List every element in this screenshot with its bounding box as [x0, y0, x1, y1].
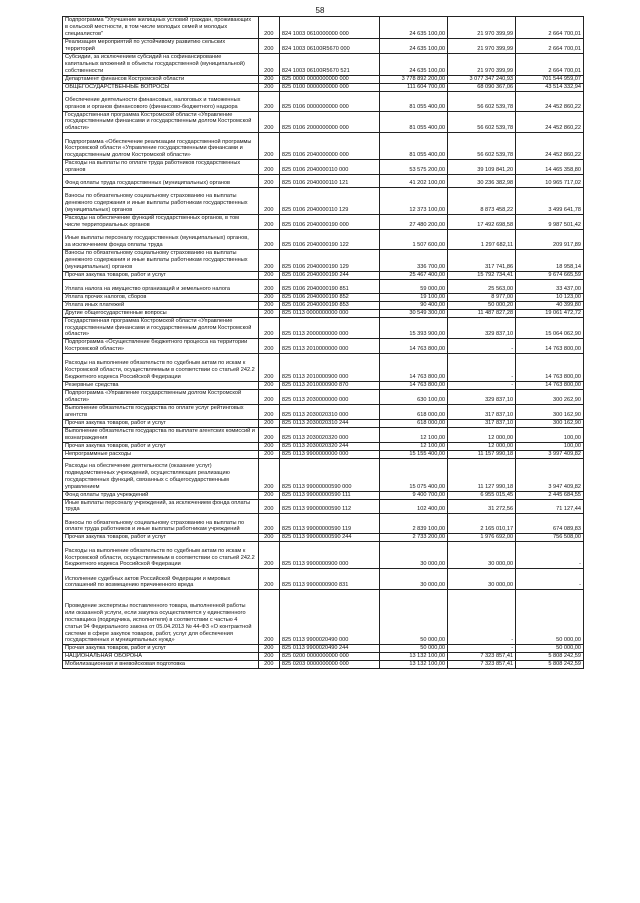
row-classification-code: 825 0113 9900020490 244 [279, 645, 379, 653]
row-approved-amount: 81 055 400,00 [380, 111, 448, 133]
row-remaining-amount: 2 664 700,01 [516, 53, 584, 75]
row-executed-amount: 68 090 367,06 [448, 83, 516, 91]
table-row [63, 39, 584, 54]
row-remaining-amount: 14 763 800,00 [516, 339, 584, 354]
row-executed-amount: 56 602 539,78 [448, 133, 516, 160]
table-row [63, 390, 584, 405]
row-approved-amount: 3 778 892 200,00 [380, 75, 448, 83]
row-remaining-amount: 5 808 242,59 [516, 653, 584, 661]
row-remaining-amount: 2 664 700,01 [516, 17, 584, 39]
row-line-code: 200 [258, 75, 279, 83]
row-classification-code: 825 0113 99000000590 111 [279, 491, 379, 499]
row-executed-amount: 317 741,86 [448, 249, 516, 271]
table-row [63, 111, 584, 133]
row-classification-code: 825 0106 0000000000 000 [279, 91, 379, 111]
row-name: Подпрограмма «Управление государственным долгом Костромской области» [63, 390, 259, 405]
row-remaining-amount: 9 674 665,59 [516, 271, 584, 279]
row-approved-amount: 24 635 100,00 [380, 17, 448, 39]
row-approved-amount: 15 155 400,00 [380, 450, 448, 458]
row-executed-amount: 329 837,10 [448, 317, 516, 339]
row-remaining-amount: 14 465 358,80 [516, 160, 584, 175]
row-approved-amount: 2 733 200,00 [380, 534, 448, 542]
row-approved-amount: 12 373 100,00 [380, 188, 448, 215]
table-row [63, 53, 584, 75]
row-remaining-amount: 300 162,90 [516, 404, 584, 419]
table-row [63, 133, 584, 160]
row-line-code: 200 [258, 53, 279, 75]
row-name: Взносы по обязательному социальному страхованию на выплаты денежного содержания и иные выплаты работникам государственных (муниципальных) органов [63, 188, 259, 215]
table-row [63, 542, 584, 569]
row-classification-code: 825 0113 99000000590 000 [279, 458, 379, 491]
table-row [63, 317, 584, 339]
row-remaining-amount: 701 544 959,07 [516, 75, 584, 83]
row-line-code: 200 [258, 133, 279, 160]
row-remaining-amount: 3 947 409,82 [516, 458, 584, 491]
row-executed-amount: 1 976 692,00 [448, 534, 516, 542]
row-name: Прочая закупка товаров, работ и услуг [63, 534, 259, 542]
row-name: Взносы по обязательному социальному страхованию на выплаты по оплате труда работников и иные выплаты работникам учреждений [63, 514, 259, 534]
row-line-code: 200 [258, 354, 279, 382]
row-executed-amount: - [448, 590, 516, 645]
row-line-code: 200 [258, 661, 279, 669]
row-executed-amount: 6 955 015,45 [448, 491, 516, 499]
row-name: Департамент финансов Костромской области [63, 75, 259, 83]
row-executed-amount: - [448, 354, 516, 382]
row-name: Прочая закупка товаров, работ и услуг [63, 419, 259, 427]
row-remaining-amount: 300 262,90 [516, 390, 584, 405]
row-approved-amount: 25 467 400,00 [380, 271, 448, 279]
table-row [63, 83, 584, 91]
row-classification-code: 825 0113 2010000900 870 [279, 382, 379, 390]
row-remaining-amount: 2 445 684,55 [516, 491, 584, 499]
table-row [63, 534, 584, 542]
row-approved-amount: 90 400,00 [380, 301, 448, 309]
row-line-code: 200 [258, 458, 279, 491]
row-executed-amount: 30 000,00 [448, 542, 516, 569]
table-row [63, 569, 584, 590]
row-approved-amount: 618 000,00 [380, 419, 448, 427]
row-line-code: 200 [258, 499, 279, 514]
page-number: 58 [315, 6, 325, 15]
row-approved-amount: 1 507 600,00 [380, 229, 448, 249]
row-executed-amount: 30 236 382,98 [448, 175, 516, 188]
row-classification-code: 825 0106 2000000000 000 [279, 111, 379, 133]
row-name: Уплата иных платежей [63, 301, 259, 309]
table-row [63, 514, 584, 534]
row-remaining-amount: 40 399,80 [516, 301, 584, 309]
row-line-code: 200 [258, 419, 279, 427]
row-classification-code: 825 0113 2030020310 000 [279, 404, 379, 419]
table-row [63, 427, 584, 442]
row-classification-code: 825 0113 2010000000 000 [279, 339, 379, 354]
row-classification-code: 825 0106 2040000110 000 [279, 160, 379, 175]
row-name: Подпрограмма «Обеспечение реализации государственной программы Костромской области «Управление государственными финансами и государственным долгом Костромской области» [63, 133, 259, 160]
row-classification-code: 825 0106 2040000000 000 [279, 133, 379, 160]
row-line-code: 200 [258, 653, 279, 661]
row-executed-amount: 39 109 841,20 [448, 160, 516, 175]
row-classification-code: 825 0106 2040000110 121 [279, 175, 379, 188]
row-name: Прочая закупка товаров, работ и услуг [63, 271, 259, 279]
row-remaining-amount: 10 123,00 [516, 293, 584, 301]
row-classification-code: 825 0100 0000000000 000 [279, 83, 379, 91]
row-classification-code: 825 0113 2000000000 000 [279, 317, 379, 339]
table-row [63, 354, 584, 382]
row-remaining-amount: 43 514 332,94 [516, 83, 584, 91]
row-executed-amount: 3 077 347 240,93 [448, 75, 516, 83]
row-approved-amount: 102 400,00 [380, 499, 448, 514]
row-name: Подпрограмма «Осуществление бюджетного процесса на территории Костромской области» [63, 339, 259, 354]
row-remaining-amount: 2 664 700,01 [516, 39, 584, 54]
table-row [63, 301, 584, 309]
budget-table-body [63, 17, 584, 669]
table-row [63, 160, 584, 175]
row-remaining-amount: 5 808 242,59 [516, 661, 584, 669]
row-name: Уплата налога на имущество организаций и земельного налога [63, 279, 259, 293]
row-approved-amount: 81 055 400,00 [380, 91, 448, 111]
row-executed-amount: 317 837,10 [448, 419, 516, 427]
row-line-code: 200 [258, 293, 279, 301]
row-classification-code: 825 0113 0000000000 000 [279, 309, 379, 317]
row-remaining-amount: 24 452 860,22 [516, 91, 584, 111]
row-classification-code: 825 0203 0000000000 000 [279, 661, 379, 669]
row-classification-code: 825 0113 2030020310 244 [279, 419, 379, 427]
row-executed-amount: 2 165 010,17 [448, 514, 516, 534]
row-name: Расходы на выполнение обязательств по судебным актам по искам к Костромской области, осуществляемым в соответствии со статьей 242.2 Бюджетного кодекса Российской Федерации [63, 354, 259, 382]
row-remaining-amount: 9 987 501,42 [516, 215, 584, 230]
row-name: ОБЩЕГОСУДАРСТВЕННЫЕ ВОПРОСЫ [63, 83, 259, 91]
row-executed-amount: 15 792 734,41 [448, 271, 516, 279]
row-classification-code: 825 0113 2010000900 000 [279, 354, 379, 382]
row-approved-amount: 50 000,00 [380, 645, 448, 653]
row-name: Расходы на обеспечение функций государственных органов, в том числе территориальных органов [63, 215, 259, 230]
row-classification-code: 825 0113 2030020320 000 [279, 427, 379, 442]
row-remaining-amount: 14 763 800,00 [516, 354, 584, 382]
row-approved-amount: 14 763 800,00 [380, 382, 448, 390]
row-approved-amount: 12 100,00 [380, 427, 448, 442]
row-name: Фонд оплаты труда государственных (муниципальных) органов [63, 175, 259, 188]
row-line-code: 200 [258, 83, 279, 91]
table-row [63, 17, 584, 39]
table-row [63, 249, 584, 271]
row-remaining-amount: 3 997 409,82 [516, 450, 584, 458]
row-approved-amount: 111 604 700,00 [380, 83, 448, 91]
row-classification-code: 825 0106 2040000190 000 [279, 215, 379, 230]
row-line-code: 200 [258, 17, 279, 39]
row-executed-amount: 329 837,10 [448, 390, 516, 405]
table-row [63, 279, 584, 293]
row-name: Выполнение обязательств государства по оплате услуг рейтинговых агентств [63, 404, 259, 419]
row-line-code: 200 [258, 188, 279, 215]
row-line-code: 200 [258, 450, 279, 458]
row-remaining-amount: 24 452 860,22 [516, 133, 584, 160]
row-name: Прочая закупка товаров, работ и услуг [63, 645, 259, 653]
row-executed-amount: 21 970 399,99 [448, 53, 516, 75]
row-line-code: 200 [258, 645, 279, 653]
table-row [63, 271, 584, 279]
row-approved-amount: 14 763 800,00 [380, 339, 448, 354]
row-line-code: 200 [258, 534, 279, 542]
row-remaining-amount: 71 127,44 [516, 499, 584, 514]
table-row [63, 450, 584, 458]
row-name: Расходы на выплаты по оплате труда работников государственных органов [63, 160, 259, 175]
row-executed-amount: 30 000,00 [448, 569, 516, 590]
row-classification-code: 825 0113 9900000900 000 [279, 542, 379, 569]
row-remaining-amount: 10 965 717,02 [516, 175, 584, 188]
row-executed-amount: - [448, 382, 516, 390]
row-approved-amount: 19 100,00 [380, 293, 448, 301]
row-remaining-amount: 300 162,90 [516, 419, 584, 427]
table-row [63, 293, 584, 301]
row-line-code: 200 [258, 442, 279, 450]
row-approved-amount: 2 839 100,00 [380, 514, 448, 534]
row-classification-code: 824 1003 0610000000 000 [279, 17, 379, 39]
budget-table [62, 16, 584, 669]
row-name: Прочая закупка товаров, работ и услуг [63, 442, 259, 450]
table-row [63, 419, 584, 427]
row-remaining-amount: 3 499 641,78 [516, 188, 584, 215]
row-line-code: 200 [258, 175, 279, 188]
row-remaining-amount: 19 061 472,72 [516, 309, 584, 317]
row-name: Выполнение обязательств государства по выплате агентских комиссий и вознаграждения [63, 427, 259, 442]
row-approved-amount: 41 202 100,00 [380, 175, 448, 188]
row-executed-amount: 56 602 539,78 [448, 111, 516, 133]
row-classification-code: 825 0113 99000000590 112 [279, 499, 379, 514]
row-remaining-amount: 674 089,83 [516, 514, 584, 534]
row-approved-amount: 59 000,00 [380, 279, 448, 293]
row-remaining-amount: 33 437,00 [516, 279, 584, 293]
row-name: Обеспечение деятельности финансовых, налоговых и таможенных органов и органов финансового (финансово-бюджетного) надзора [63, 91, 259, 111]
row-classification-code: 825 0106 2040000190 851 [279, 279, 379, 293]
table-row [63, 175, 584, 188]
table-row [63, 491, 584, 499]
row-name: Непрограммные расходы [63, 450, 259, 458]
row-classification-code: 825 0106 2040000190 853 [279, 301, 379, 309]
row-name: Субсидии, за исключением субсидий на софинансирование капитальных вложений в объекты государственной (муниципальной) собственности [63, 53, 259, 75]
table-row [63, 499, 584, 514]
row-approved-amount: 15 393 900,00 [380, 317, 448, 339]
row-executed-amount: 56 602 539,78 [448, 91, 516, 111]
row-remaining-amount: 209 917,89 [516, 229, 584, 249]
row-executed-amount: 11 127 990,18 [448, 458, 516, 491]
row-classification-code: 825 0113 99000000590 119 [279, 514, 379, 534]
row-line-code: 200 [258, 382, 279, 390]
row-classification-code: 825 0200 0000000000 000 [279, 653, 379, 661]
row-name: Государственная программа Костромской области «Управление государственными финансами и государственным долгом Костромской области» [63, 111, 259, 133]
row-line-code: 200 [258, 317, 279, 339]
table-row [63, 91, 584, 111]
row-remaining-amount: 100,00 [516, 442, 584, 450]
row-classification-code: 825 0113 2030000000 000 [279, 390, 379, 405]
row-name: Подпрограмма "Улучшение жилищных условий граждан, проживающих в сельской местности, в том числе молодых семей и молодых специалистов" [63, 17, 259, 39]
row-approved-amount: 9 400 700,00 [380, 491, 448, 499]
row-approved-amount: 24 635 100,00 [380, 39, 448, 54]
table-row [63, 229, 584, 249]
row-line-code: 200 [258, 569, 279, 590]
row-approved-amount: 12 100,00 [380, 442, 448, 450]
row-name: Иные выплаты персоналу государственных (муниципальных) органов, за исключением фонда оплаты труда [63, 229, 259, 249]
row-line-code: 200 [258, 542, 279, 569]
row-executed-amount: 8 873 458,22 [448, 188, 516, 215]
row-name: Взносы по обязательному социальному страхованию на выплаты денежного содержания и иные выплаты работникам государственных (муниципальных) органов [63, 249, 259, 271]
row-line-code: 200 [258, 309, 279, 317]
row-name: Проведение экспертизы поставленного товара, выполненной работы или оказанной услуги, если закупка осуществляется у единственного поставщика (подрядчика, исполнителя) в соответствии с частью 4 статьи 94 Федерального закона от 05.04.2013 № 44-ФЗ «О контрактной системе в сфере закупок товаров, работ, услуг для обеспечения государственных и муниципальных нужд» [63, 590, 259, 645]
row-executed-amount: 25 563,00 [448, 279, 516, 293]
row-classification-code: 825 0113 9900000000 000 [279, 450, 379, 458]
row-line-code: 200 [258, 229, 279, 249]
row-executed-amount: 50 000,20 [448, 301, 516, 309]
row-name: Фонд оплаты труда учреждений [63, 491, 259, 499]
row-line-code: 200 [258, 514, 279, 534]
row-name: НАЦИОНАЛЬНАЯ ОБОРОНА [63, 653, 259, 661]
row-line-code: 200 [258, 91, 279, 111]
row-executed-amount: 8 977,00 [448, 293, 516, 301]
row-executed-amount: 7 323 857,41 [448, 661, 516, 669]
row-executed-amount: - [448, 339, 516, 354]
row-executed-amount: 21 970 399,99 [448, 39, 516, 54]
row-executed-amount: 11 487 827,28 [448, 309, 516, 317]
row-remaining-amount: 50 000,00 [516, 645, 584, 653]
table-row [63, 188, 584, 215]
row-executed-amount: 31 272,56 [448, 499, 516, 514]
table-row [63, 590, 584, 645]
row-name: Резервные средства [63, 382, 259, 390]
table-row [63, 645, 584, 653]
row-remaining-amount: 14 763 800,00 [516, 382, 584, 390]
row-classification-code: 825 0106 2040000190 244 [279, 271, 379, 279]
row-line-code: 200 [258, 279, 279, 293]
row-classification-code: 825 0113 9900020490 000 [279, 590, 379, 645]
row-classification-code: 824 1003 06100R5670 000 [279, 39, 379, 54]
row-executed-amount: 21 970 399,99 [448, 17, 516, 39]
row-approved-amount: 13 132 100,00 [380, 661, 448, 669]
row-classification-code: 825 0000 0000000000 000 [279, 75, 379, 83]
table-row [63, 661, 584, 669]
table-row [63, 382, 584, 390]
row-line-code: 200 [258, 404, 279, 419]
row-name: Иные выплаты персоналу учреждений, за исключением фонда оплаты труда [63, 499, 259, 514]
row-remaining-amount: - [516, 542, 584, 569]
row-classification-code: 825 0106 2040000190 852 [279, 293, 379, 301]
row-name: Государственная программа Костромской области «Управление государственными финансами и государственным долгом Костромской области» [63, 317, 259, 339]
row-remaining-amount: 24 452 860,22 [516, 111, 584, 133]
row-remaining-amount: 15 064 062,90 [516, 317, 584, 339]
row-remaining-amount: 18 958,14 [516, 249, 584, 271]
row-name: Мобилизационная и вневойсковая подготовка [63, 661, 259, 669]
row-classification-code: 824 1003 06100R5670 521 [279, 53, 379, 75]
row-line-code: 200 [258, 590, 279, 645]
row-line-code: 200 [258, 491, 279, 499]
row-approved-amount: 336 700,00 [380, 249, 448, 271]
row-approved-amount: 630 100,00 [380, 390, 448, 405]
row-line-code: 200 [258, 427, 279, 442]
row-approved-amount: 13 132 100,00 [380, 653, 448, 661]
row-executed-amount: 12 000,00 [448, 427, 516, 442]
row-name: Другие общегосударственные вопросы [63, 309, 259, 317]
row-classification-code: 825 0106 2040000190 129 [279, 249, 379, 271]
table-row [63, 653, 584, 661]
row-approved-amount: 53 575 200,00 [380, 160, 448, 175]
row-line-code: 200 [258, 339, 279, 354]
row-name: Исполнение судебных актов Российской Федерации и мировых соглашений по возмещению причиненного вреда [63, 569, 259, 590]
row-approved-amount: 14 763 800,00 [380, 354, 448, 382]
row-classification-code: 825 0106 2040000110 129 [279, 188, 379, 215]
row-approved-amount: 27 480 200,00 [380, 215, 448, 230]
row-executed-amount: 12 000,00 [448, 442, 516, 450]
table-row [63, 215, 584, 230]
row-approved-amount: 30 000,00 [380, 542, 448, 569]
row-line-code: 200 [258, 271, 279, 279]
table-row [63, 442, 584, 450]
row-line-code: 200 [258, 111, 279, 133]
row-name: Расходы на выполнение обязательств по судебным актам по искам к Костромской области, осуществляемым в соответствии со статьей 242.2 Бюджетного кодекса Российской Федерации [63, 542, 259, 569]
row-name: Реализация мероприятий по устойчивому развитию сельских территорий [63, 39, 259, 54]
row-approved-amount: 30 000,00 [380, 569, 448, 590]
row-line-code: 200 [258, 215, 279, 230]
row-approved-amount: 50 000,00 [380, 590, 448, 645]
row-remaining-amount: 756 508,00 [516, 534, 584, 542]
row-remaining-amount: 100,00 [516, 427, 584, 442]
row-executed-amount: 11 157 990,18 [448, 450, 516, 458]
row-remaining-amount: - [516, 569, 584, 590]
row-line-code: 200 [258, 249, 279, 271]
row-executed-amount: 17 492 698,58 [448, 215, 516, 230]
row-approved-amount: 15 075 400,00 [380, 458, 448, 491]
row-classification-code: 825 0113 99000000590 244 [279, 534, 379, 542]
row-remaining-amount: 50 000,00 [516, 590, 584, 645]
table-row [63, 339, 584, 354]
row-line-code: 200 [258, 160, 279, 175]
row-classification-code: 825 0106 2040000190 122 [279, 229, 379, 249]
row-executed-amount: - [448, 645, 516, 653]
row-approved-amount: 24 635 100,00 [380, 53, 448, 75]
row-name: Расходы на обеспечение деятельности (оказание услуг) подведомственных учреждений, осуществляющих реализацию государственных функций, связанных с общегосударственным управлением [63, 458, 259, 491]
table-row [63, 309, 584, 317]
row-line-code: 200 [258, 390, 279, 405]
row-name: Уплата прочих налогов, сборов [63, 293, 259, 301]
row-executed-amount: 7 323 857,41 [448, 653, 516, 661]
table-row [63, 458, 584, 491]
table-row [63, 75, 584, 83]
row-line-code: 200 [258, 301, 279, 309]
row-executed-amount: 1 297 682,11 [448, 229, 516, 249]
row-classification-code: 825 0113 2030020320 244 [279, 442, 379, 450]
row-approved-amount: 618 000,00 [380, 404, 448, 419]
row-classification-code: 825 0113 9900000900 831 [279, 569, 379, 590]
row-approved-amount: 81 055 400,00 [380, 133, 448, 160]
table-row [63, 404, 584, 419]
row-line-code: 200 [258, 39, 279, 54]
row-approved-amount: 30 549 300,00 [380, 309, 448, 317]
row-executed-amount: 317 837,10 [448, 404, 516, 419]
